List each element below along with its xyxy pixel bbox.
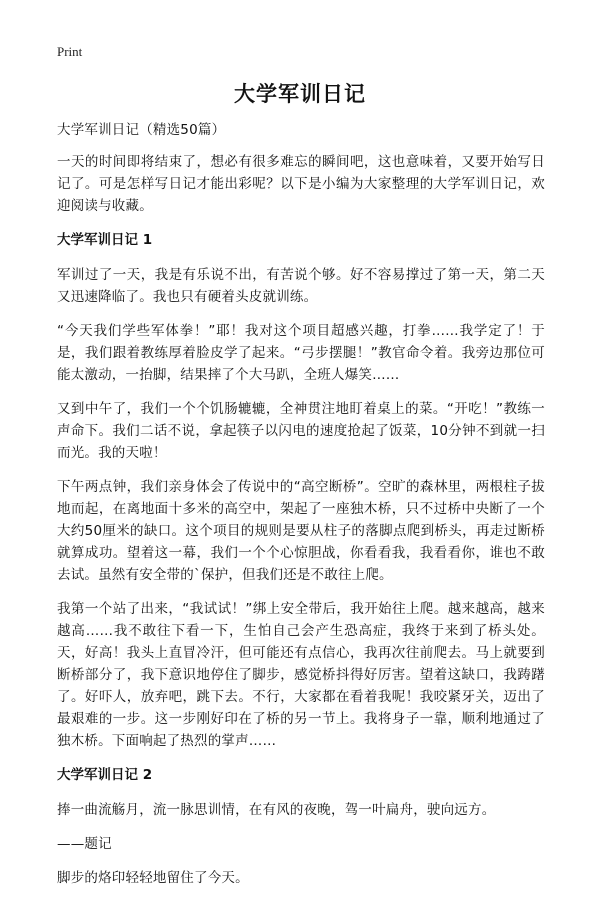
section-heading: 大学军训日记 1 xyxy=(57,232,153,248)
paragraph: 下午两点钟，我们亲身体会了传说中的“高空断桥”。空旷的森林里，两根柱子拔地而起，在离地面十多米的高空中，架起了一座独木桥，只不过桥中央断了一个大约50厘米的缺口。这个项目的规则是要从柱子的落脚点爬到桥头，再走过断桥就算成功。望着这一幕，我们一个个心惊胆战，你看看我，我看看你，谁也不敢去试。虽然有安全带的`保护，但我们还是不敢往上爬。 xyxy=(57,479,545,583)
page-title: 大学军训日记 xyxy=(234,82,366,106)
paragraph: 脚步的烙印轻轻地留住了今天。 xyxy=(57,870,249,886)
article-subtitle: 大学军训日记（精选50篇） xyxy=(57,122,226,138)
epigraph-attribution: ——题记 xyxy=(57,836,112,852)
article-body xyxy=(57,119,545,901)
print-link[interactable]: Print xyxy=(57,44,83,59)
paragraph: 又到中午了，我们一个个饥肠辘辘，全神贯注地盯着桌上的菜。“开吃！”教练一声命下。我们二话不说，拿起筷子以闪电的速度抢起了饭菜，10分钟不到就一扫而光。我的天啦！ xyxy=(57,401,545,461)
paragraph: 我第一个站了出来，“我试试！”绑上安全带后，我开始往上爬。越来越高，越来越高……我不敢往下看一下，生怕自己会产生恐高症，我终于来到了桥头处。天，好高！我头上直冒冷汗，但可能还有点信心，我再次往前爬去。马上就要到断桥部分了，我下意识地停住了脚步，感觉桥抖得好厉害。望着这缺口，我踌躇了。好吓人，放弃吧，跳下去。不行，大家都在看着我呢！我咬紧牙关，迈出了最艰难的一步。这一步刚好印在了桥的另一节上。我将身子一靠，顺利地通过了独木桥。下面响起了热烈的掌声…… xyxy=(57,601,545,749)
paragraph: 军训过了一天，我是有乐说不出，有苦说个够。好不容易撑过了第一天，第二天又迅速降临了。我也只有硬着头皮就训练。 xyxy=(57,267,545,305)
section-heading: 大学军训日记 2 xyxy=(57,767,153,783)
paragraph: “今天我们学些军体拳！”耶！我对这个项目超感兴趣，打拳……我学定了！于是，我们跟着教练厚着脸皮学了起来。“弓步摆腿！”教官命令着。我旁边那位可能太激动，一抬脚，结果摔了个大马趴，全班人爆笑…… xyxy=(57,323,545,383)
paragraph: 捧一曲流觞月，流一脉思训情，在有风的夜晚，驾一叶扁舟，驶向远方。 xyxy=(57,802,496,818)
intro-paragraph: 一天的时间即将结束了，想必有很多难忘的瞬间吧，这也意味着，又要开始写日记了。可是怎样写日记才能出彩呢？以下是小编为大家整理的大学军训日记，欢迎阅读与收藏。 xyxy=(57,154,545,214)
